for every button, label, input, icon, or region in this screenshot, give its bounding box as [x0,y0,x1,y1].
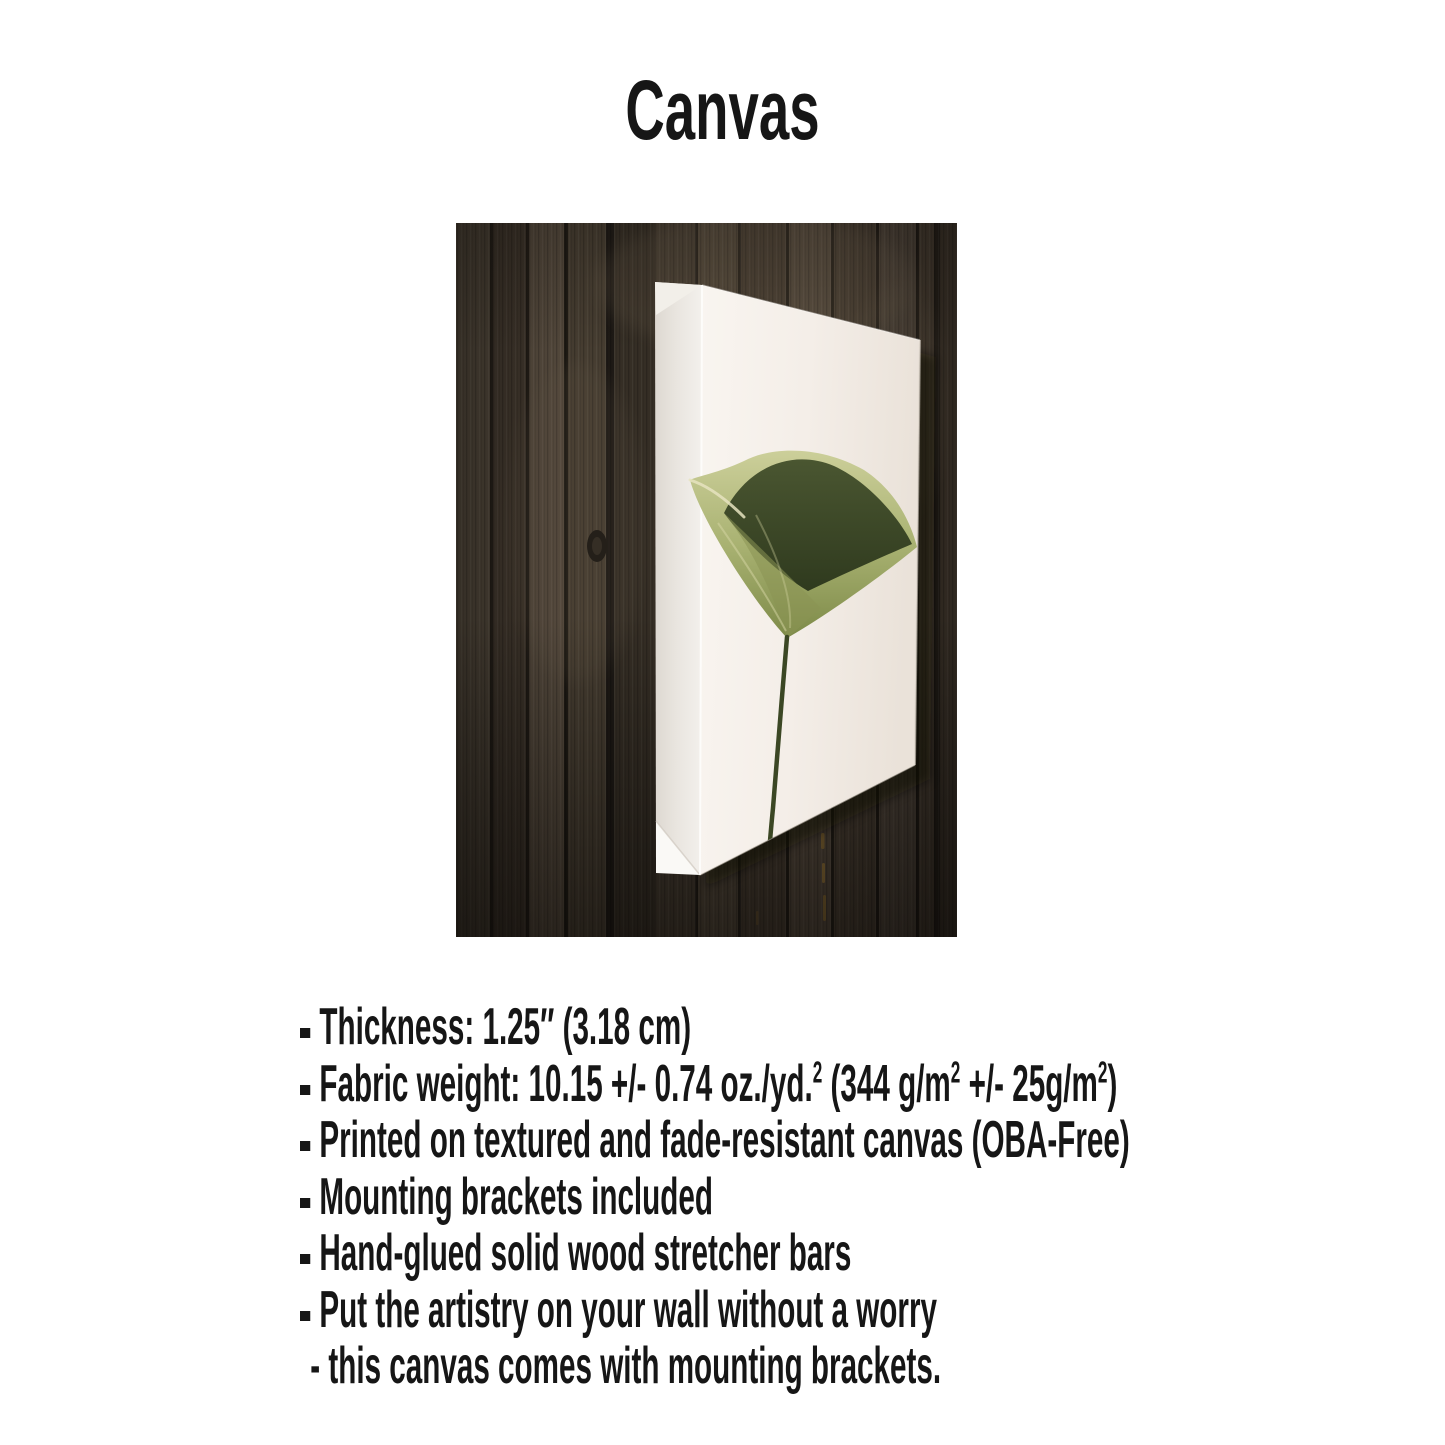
page-title: Canvas [625,63,820,157]
bullet-icon [300,1198,310,1208]
spec-text: - this canvas comes with mounting brackets. [310,1337,942,1395]
spec-text: Mounting brackets included [319,1167,713,1226]
canvas-side-face [655,282,702,875]
canvas-on-wood-illustration [456,223,957,937]
bullet-icon [300,1254,310,1264]
bullet-icon [300,1141,310,1151]
bullet-icon [300,1311,310,1321]
superscript: 2 [812,1056,823,1090]
spec-item-artistry [300,1282,1326,1339]
spec-text: (344 g/m [822,1054,951,1113]
spec-item-thickness [300,999,1326,1056]
spec-text: Fabric weight: 10.15 +/- 0.74 oz./yd. [319,1054,813,1113]
product-photo [456,223,957,937]
spec-item-stretcher-bars [300,1225,1326,1282]
spec-text: Hand-glued solid wood stretcher bars [319,1224,852,1282]
spec-item-printed [300,1112,1326,1169]
spec-item-artistry-continuation [300,1338,1326,1395]
spec-item-fabric-weight [300,1056,1326,1113]
spec-list [300,999,1326,1395]
superscript: 2 [1097,1056,1108,1090]
bullet-icon [300,1085,310,1095]
spec-item-brackets [300,1169,1326,1226]
spec-text: Thickness: 1.25″ (3.18 cm) [319,998,692,1056]
spec-text: Put the artistry on your wall without a worry [319,1280,937,1339]
spec-text: ) [1107,1054,1118,1113]
spec-text: +/- 25g/m [960,1054,1098,1113]
superscript: 2 [950,1056,961,1090]
spec-text: Printed on textured and fade-resistant canvas (OBA-Free) [319,1111,1130,1169]
bullet-icon [300,1028,310,1038]
